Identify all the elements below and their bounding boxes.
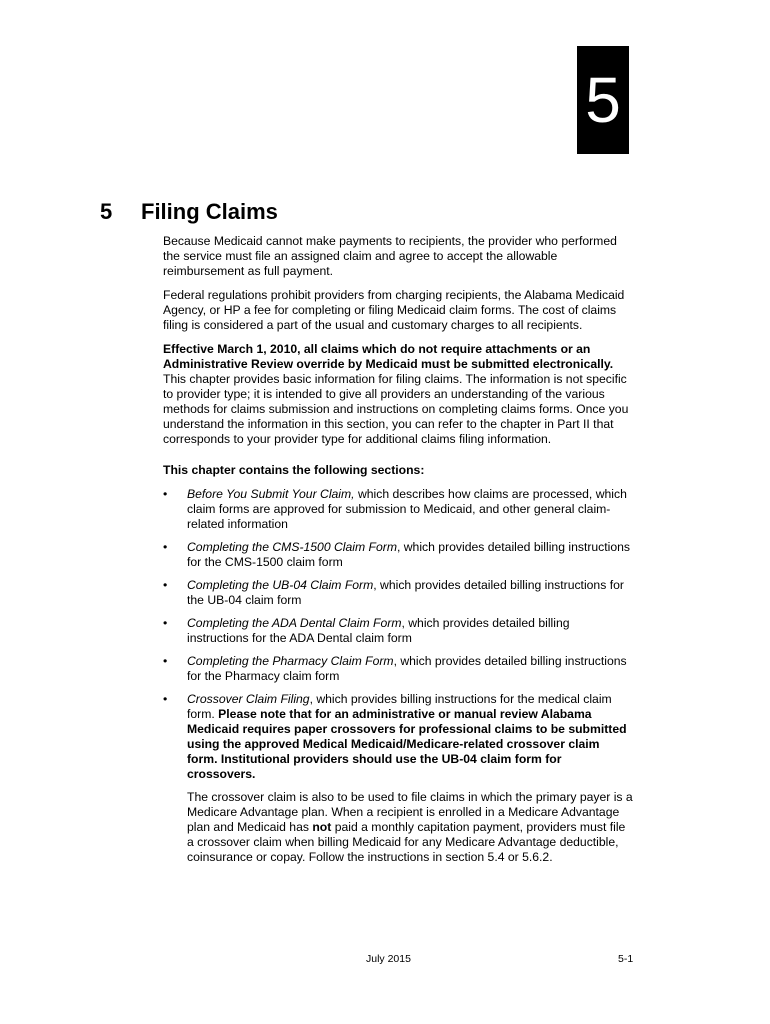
sections-list xyxy=(163,487,633,865)
section-title: Completing the Pharmacy Claim Form xyxy=(187,654,394,668)
chapter-number-tab: 5 xyxy=(577,46,629,154)
bullet-icon: • xyxy=(163,654,168,668)
electronic-claims-text: This chapter provides basic information for filing claims. The information is not specific to provider type; it is intended to give all providers an understanding of the various methods for claims submission and instructions on completing claims forms. Once you understand the information in this section, you can refer to the chapter in Part II that corresponds to your provider type for additional claims filing information. xyxy=(163,372,629,446)
footer-page-number: 5-1 xyxy=(618,953,634,965)
crossover-note-bold: Please note that for an administrative or manual review Alabama Medicaid requires paper crossovers for professional claims to be submitted using the approved Medical Medicaid/Medicare-related crossover claim form. Institutional providers should use the UB-04 claim form for crossovers. xyxy=(187,707,627,781)
section-desc: , which provides billing instructions for the medical claim form. xyxy=(187,692,612,721)
list-item xyxy=(163,540,633,570)
section-desc: which describes how claims are processed, which claim forms are approved for submission to Medicaid, and other general claim-related information xyxy=(187,487,627,531)
crossover-sub-bold: not xyxy=(312,820,332,834)
bullet-icon: • xyxy=(163,578,168,592)
section-title: Before You Submit Your Claim, xyxy=(187,487,355,501)
section-title: Crossover Claim Filing xyxy=(187,692,310,706)
footer-date: July 2015 xyxy=(366,953,411,965)
section-title: Completing the UB-04 Claim Form xyxy=(187,578,374,592)
regulations-paragraph: Federal regulations prohibit providers from charging recipients, the Alabama Medicaid Agency, or HP a fee for completing or filing Medicaid claim forms. The cost of claims filing is considered a part of the usual and customary charges to all recipients. xyxy=(163,288,625,332)
section-desc: , which provides detailed billing instructions for the CMS-1500 claim form xyxy=(187,540,631,569)
section-desc: , which provides detailed billing instructions for the ADA Dental claim form xyxy=(187,616,570,645)
list-item xyxy=(163,616,633,646)
chapter-body xyxy=(163,234,633,873)
electronic-claims-paragraph xyxy=(163,342,633,447)
intro-paragraph: Because Medicaid cannot make payments to recipients, the provider who performed the service must file an assigned claim and agree to accept the allowable reimbursement as full payment. xyxy=(163,234,617,278)
bullet-icon: • xyxy=(163,487,168,501)
list-item xyxy=(163,692,633,865)
bullet-icon: • xyxy=(163,540,168,554)
list-item xyxy=(163,578,633,608)
crossover-sub-text-after: paid a monthly capitation payment, providers must file a crossover claim when billing Medicaid for any Medicare Advantage deductible, coinsurance or copay. Follow the instructions in section 5.4 or 5.6.2. xyxy=(187,820,626,864)
crossover-sub-text-before: The crossover claim is also to be used to file claims in which the primary payer is a Medicare Advantage plan. When a recipient is enrolled in a Medicare Advantage plan and Medicaid has xyxy=(187,790,633,834)
heading-number: 5 xyxy=(100,199,113,224)
section-desc: , which provides detailed billing instructions for the Pharmacy claim form xyxy=(187,654,627,683)
heading-title: Filing Claims xyxy=(141,199,278,224)
section-desc: , which provides detailed billing instructions for the UB-04 claim form xyxy=(187,578,624,607)
section-title: Completing the ADA Dental Claim Form xyxy=(187,616,402,630)
section-title: Completing the CMS-1500 Claim Form xyxy=(187,540,397,554)
crossover-medicare-advantage-paragraph xyxy=(187,790,633,865)
bullet-icon: • xyxy=(163,616,168,630)
electronic-claims-bold: Effective March 1, 2010, all claims which do not require attachments or an Administrative Review override by Medicaid must be submitted electronically. xyxy=(163,342,614,371)
list-item xyxy=(163,654,633,684)
bullet-icon: • xyxy=(163,692,168,706)
list-item xyxy=(163,487,633,532)
sections-lead: This chapter contains the following sections: xyxy=(163,463,425,477)
